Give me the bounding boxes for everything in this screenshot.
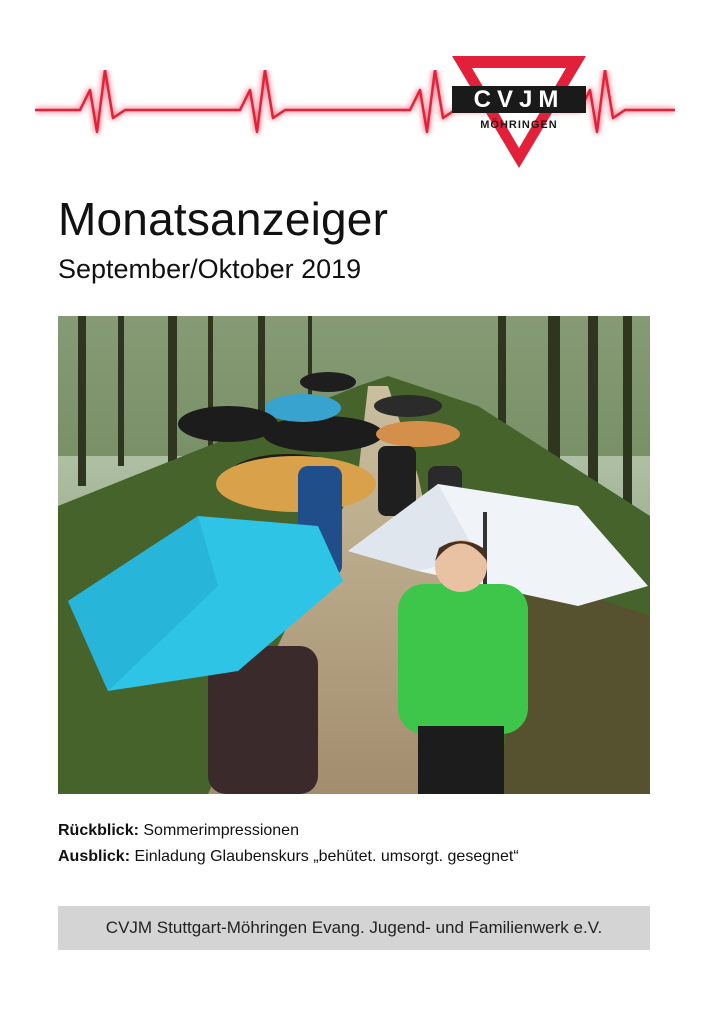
footer-banner: CVJM Stuttgart-Möhringen Evang. Jugend- und Familienwerk e.V. [58, 906, 650, 950]
issue-subtitle: September/Oktober 2019 [58, 254, 362, 284]
forest-walk-illustration [58, 316, 650, 794]
teaser-review [58, 818, 519, 844]
teaser-outlook [58, 844, 519, 870]
logo-brand-text: CVJM [473, 86, 565, 113]
cvjm-logo [452, 56, 586, 172]
logo-location-text: MÖHRINGEN [480, 119, 558, 131]
teaser-outlook-text: Einladung Glaubenskurs „behütet. umsorgt. gesegnet“ [130, 848, 519, 865]
teaser-review-text: Sommerimpressionen [138, 822, 299, 839]
teaser-review-label: Rückblick: [58, 822, 139, 839]
page-title: Monatsanzeiger [58, 193, 389, 245]
cover-photo [58, 316, 650, 794]
teaser-outlook-label: Ausblick: [58, 848, 131, 865]
header [0, 40, 722, 180]
teaser-block [58, 818, 519, 870]
